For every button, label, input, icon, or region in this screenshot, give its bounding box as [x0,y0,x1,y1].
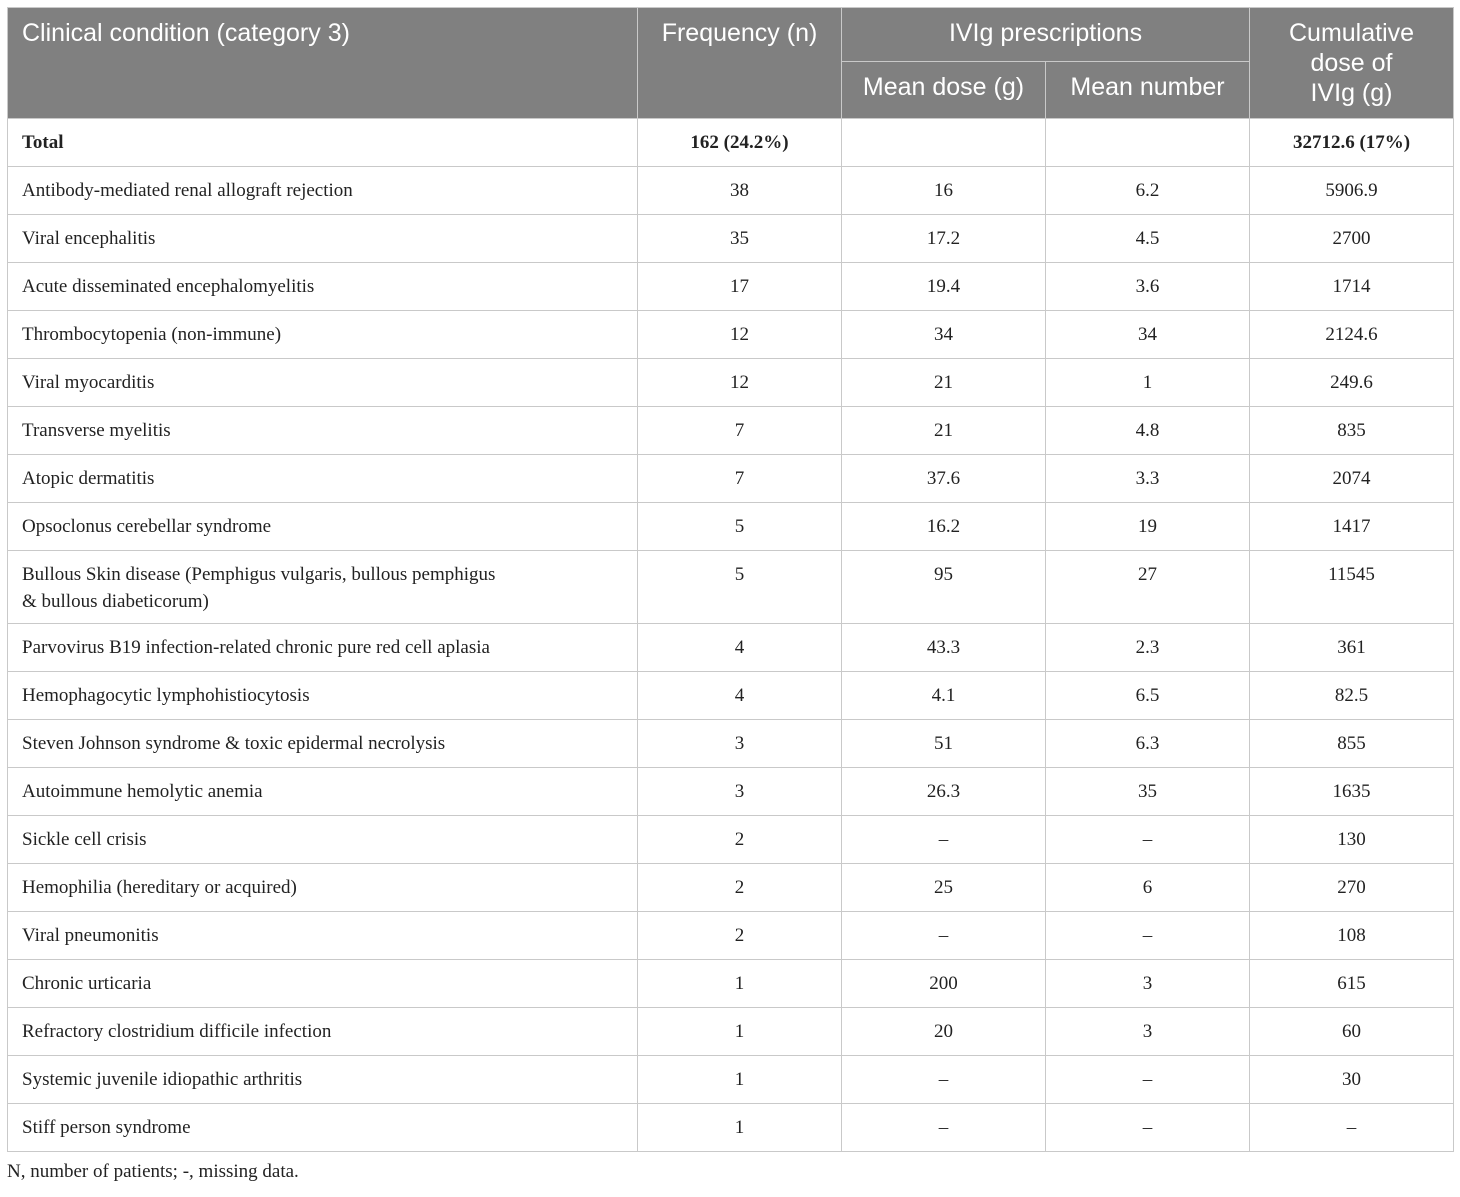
header-cumulative-line1: Cumulative [1288,19,1415,47]
cell-cumulative: 249.6 [1250,359,1454,407]
cell-mean-dose: – [842,1104,1046,1152]
header-cumulative [1250,8,1454,119]
condition-text: Hemophilia (hereditary or acquired) [22,877,297,898]
condition-text: Stiff person syndrome [22,1117,191,1138]
cell-mean-number: – [1046,1104,1250,1152]
table-row [8,864,1454,912]
table-row [8,720,1454,768]
cell-mean-dose: 17.2 [842,215,1046,263]
cell-condition [8,263,638,311]
cell-condition [8,624,638,672]
table-row [8,768,1454,816]
cell-cumulative: 2074 [1250,455,1454,503]
cell-mean-dose: 16 [842,167,1046,215]
cell-mean-number: 4.8 [1046,407,1250,455]
cell-cumulative: 2124.6 [1250,311,1454,359]
cell-mean-dose: – [842,1056,1046,1104]
cell-frequency: 1 [638,1056,842,1104]
total-cumulative: 32712.6 (17%) [1250,119,1454,167]
cell-mean-number: 19 [1046,503,1250,551]
cell-mean-number: 6.2 [1046,167,1250,215]
cell-cumulative: 270 [1250,864,1454,912]
cell-frequency: 3 [638,768,842,816]
condition-text: Opsoclonus cerebellar syndrome [22,516,272,537]
condition-text: Sickle cell crisis [22,829,147,850]
cell-mean-number: – [1046,1056,1250,1104]
header-cumulative-line3: IVIg (g) [1310,79,1393,107]
cell-mean-number: 4.5 [1046,215,1250,263]
header-ivig-prescriptions: IVIg prescriptions [842,8,1250,62]
cell-condition [8,720,638,768]
cell-frequency: 35 [638,215,842,263]
total-row [8,119,1454,167]
cell-condition [8,768,638,816]
cell-cumulative: 130 [1250,816,1454,864]
cell-condition [8,167,638,215]
cell-condition [8,359,638,407]
condition-text: Viral pneumonitis [22,925,159,946]
header-cumulative-line2: dose of [1310,49,1393,77]
cell-frequency: 38 [638,167,842,215]
table-row [8,1008,1454,1056]
header-mean-dose: Mean dose (g) [842,61,1046,118]
cell-mean-number: 3 [1046,960,1250,1008]
cell-mean-dose: 200 [842,960,1046,1008]
table-row [8,455,1454,503]
condition-text: Transverse myelitis [22,420,171,441]
cell-mean-number: 2.3 [1046,624,1250,672]
condition-text: Systemic juvenile idiopathic arthritis [22,1069,303,1090]
table-container [7,7,1453,1183]
cell-mean-dose: 21 [842,407,1046,455]
cell-cumulative: 11545 [1250,551,1454,624]
condition-text: Chronic urticaria [22,973,152,994]
cell-frequency: 3 [638,720,842,768]
total-frequency: 162 (24.2%) [638,119,842,167]
cell-condition [8,864,638,912]
table-row [8,912,1454,960]
condition-text: Autoimmune hemolytic anemia [22,781,263,802]
cell-frequency: 5 [638,503,842,551]
cell-frequency: 2 [638,864,842,912]
table-row [8,551,1454,624]
cell-condition [8,455,638,503]
condition-text: Acute disseminated encephalomyelitis [22,276,315,297]
cell-mean-number: 6 [1046,864,1250,912]
total-label: Total [8,119,638,167]
cell-cumulative: 2700 [1250,215,1454,263]
table-footnote: N, number of patients; -, missing data. [7,1161,299,1182]
cell-condition [8,816,638,864]
cell-cumulative: 835 [1250,407,1454,455]
table-row [8,503,1454,551]
table-row [8,263,1454,311]
table-row [8,816,1454,864]
cell-mean-dose: 25 [842,864,1046,912]
cell-frequency: 7 [638,407,842,455]
cell-cumulative: 615 [1250,960,1454,1008]
cell-mean-number: 27 [1046,551,1250,624]
cell-frequency: 7 [638,455,842,503]
header-mean-number: Mean number [1046,61,1250,118]
cell-cumulative: 1417 [1250,503,1454,551]
cell-mean-number: 34 [1046,311,1250,359]
cell-mean-number: 6.3 [1046,720,1250,768]
table-row [8,960,1454,1008]
condition-text: Refractory clostridium difficile infection [22,1021,332,1042]
cell-mean-dose: 21 [842,359,1046,407]
cell-condition [8,1104,638,1152]
cell-mean-number: – [1046,912,1250,960]
cell-mean-dose: 19.4 [842,263,1046,311]
cell-cumulative: 5906.9 [1250,167,1454,215]
condition-text: Steven Johnson syndrome & toxic epidermal necrolysis [22,733,446,754]
cell-mean-dose: – [842,816,1046,864]
cell-mean-dose: 51 [842,720,1046,768]
condition-text-line2: & bullous diabeticorum) [22,591,209,612]
cell-cumulative: 361 [1250,624,1454,672]
cell-cumulative: 60 [1250,1008,1454,1056]
cell-condition [8,503,638,551]
cell-mean-dose: 4.1 [842,672,1046,720]
total-mean-number [1046,119,1250,167]
cell-mean-dose: 20 [842,1008,1046,1056]
cell-frequency: 12 [638,311,842,359]
table-row [8,215,1454,263]
cell-frequency: 17 [638,263,842,311]
cell-condition [8,407,638,455]
cell-cumulative: 30 [1250,1056,1454,1104]
cell-mean-number: – [1046,816,1250,864]
cell-condition [8,311,638,359]
cell-condition [8,1008,638,1056]
cell-cumulative: 1635 [1250,768,1454,816]
condition-text: Bullous Skin disease (Pemphigus vulgaris, bullous pemphigus [22,564,496,585]
cell-frequency: 4 [638,624,842,672]
condition-text: Viral myocarditis [22,372,155,393]
cell-frequency: 1 [638,960,842,1008]
cell-cumulative: 855 [1250,720,1454,768]
cell-mean-dose: 95 [842,551,1046,624]
condition-text: Parvovirus B19 infection-related chronic pure red cell aplasia [22,637,490,658]
condition-text: Antibody-mediated renal allograft rejection [22,180,353,201]
cell-mean-number: 3.3 [1046,455,1250,503]
cell-frequency: 1 [638,1008,842,1056]
cell-cumulative: – [1250,1104,1454,1152]
cell-cumulative: 108 [1250,912,1454,960]
header-condition: Clinical condition (category 3) [8,8,638,119]
cell-condition [8,1056,638,1104]
cell-frequency: 5 [638,551,842,624]
cell-cumulative: 1714 [1250,263,1454,311]
cell-condition [8,551,638,624]
cell-frequency: 1 [638,1104,842,1152]
total-mean-dose [842,119,1046,167]
table-row [8,1056,1454,1104]
table-row [8,359,1454,407]
condition-text: Atopic dermatitis [22,468,155,489]
cell-condition [8,960,638,1008]
cell-frequency: 2 [638,912,842,960]
table-row [8,624,1454,672]
table-row [8,167,1454,215]
table-row [8,1104,1454,1152]
cell-condition [8,912,638,960]
cell-condition [8,215,638,263]
cell-mean-number: 35 [1046,768,1250,816]
cell-mean-dose: 37.6 [842,455,1046,503]
table-row [8,672,1454,720]
cell-cumulative: 82.5 [1250,672,1454,720]
cell-mean-dose: 16.2 [842,503,1046,551]
cell-frequency: 12 [638,359,842,407]
condition-text: Viral encephalitis [22,228,156,249]
cell-mean-number: 3 [1046,1008,1250,1056]
cell-mean-dose: 26.3 [842,768,1046,816]
cell-mean-number: 1 [1046,359,1250,407]
table-row [8,311,1454,359]
cell-mean-number: 6.5 [1046,672,1250,720]
ivig-table [7,7,1454,1152]
cell-mean-dose: – [842,912,1046,960]
cell-mean-dose: 34 [842,311,1046,359]
cell-frequency: 4 [638,672,842,720]
header-frequency: Frequency (n) [638,8,842,119]
cell-mean-number: 3.6 [1046,263,1250,311]
cell-condition [8,672,638,720]
condition-text: Hemophagocytic lymphohistiocytosis [22,685,310,706]
cell-frequency: 2 [638,816,842,864]
condition-text: Thrombocytopenia (non-immune) [22,324,282,345]
cell-mean-dose: 43.3 [842,624,1046,672]
table-row [8,407,1454,455]
